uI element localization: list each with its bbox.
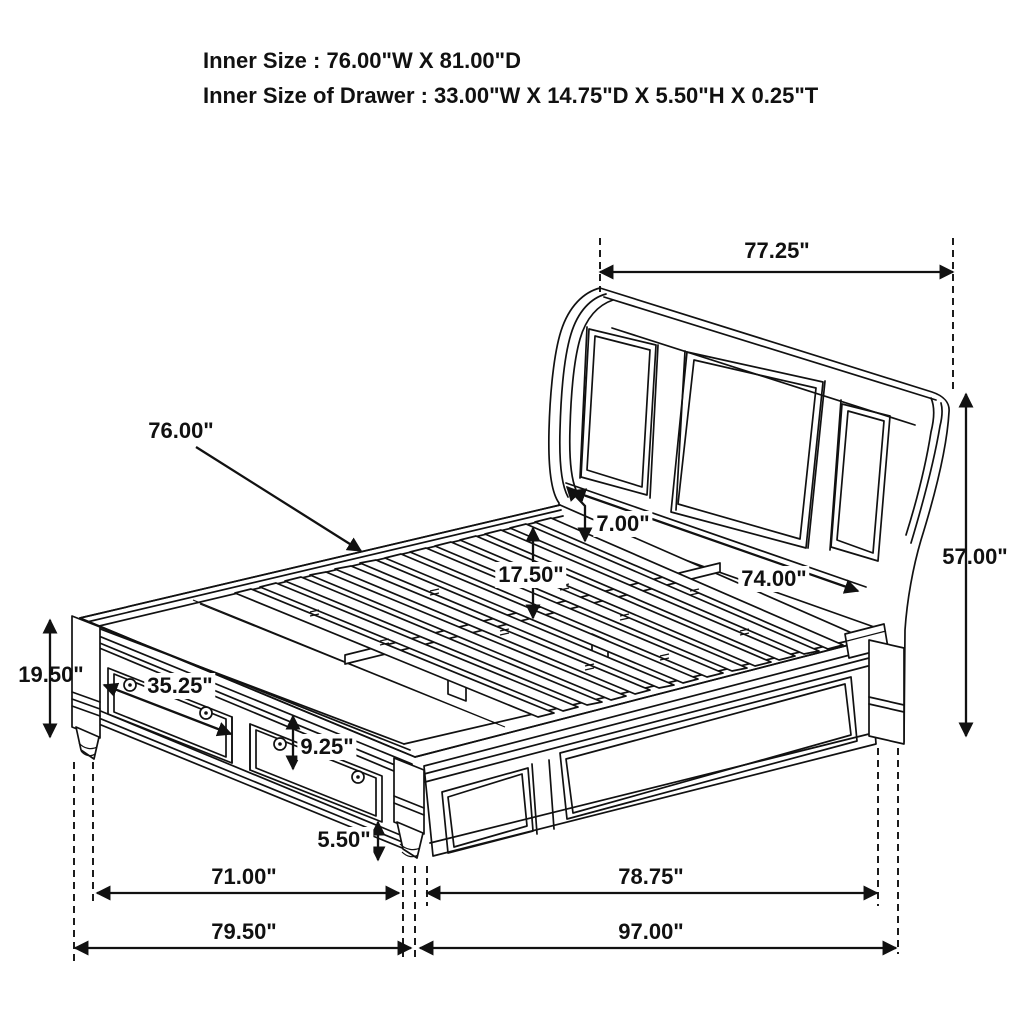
dim-headboard-width: 77.25" — [744, 238, 810, 263]
dim-headboard-height: 57.00" — [942, 544, 1008, 569]
dim-side-rail-length: 78.75" — [618, 864, 684, 889]
leader-slat-length — [196, 447, 361, 551]
dim-footboard-height: 19.50" — [18, 662, 84, 687]
dim-storage-section-length: 71.00" — [211, 864, 277, 889]
title-inner-size-drawer: Inner Size of Drawer : 33.00"W X 14.75"D X 5.50"H X 0.25"T — [203, 83, 819, 108]
dim-headboard-inner-width: 74.00" — [738, 566, 809, 592]
title-inner-size: Inner Size : 76.00"W X 81.00"D — [203, 48, 521, 73]
dim-headboard-panel-gap: 7.00" — [593, 511, 652, 537]
dim-slat-deck-depth: 17.50" — [495, 562, 566, 588]
dim-footboard-section-length: 79.50" — [211, 919, 277, 944]
front-left-leg — [72, 616, 100, 759]
dim-drawer-width: 35.25" — [144, 673, 215, 699]
dim-slat-length: 76.00" — [148, 418, 214, 443]
dim-overall-length: 97.00" — [618, 919, 684, 944]
dim-foot-height: 5.50" — [314, 827, 373, 853]
dim-drawer-face-height: 9.25" — [297, 734, 356, 760]
